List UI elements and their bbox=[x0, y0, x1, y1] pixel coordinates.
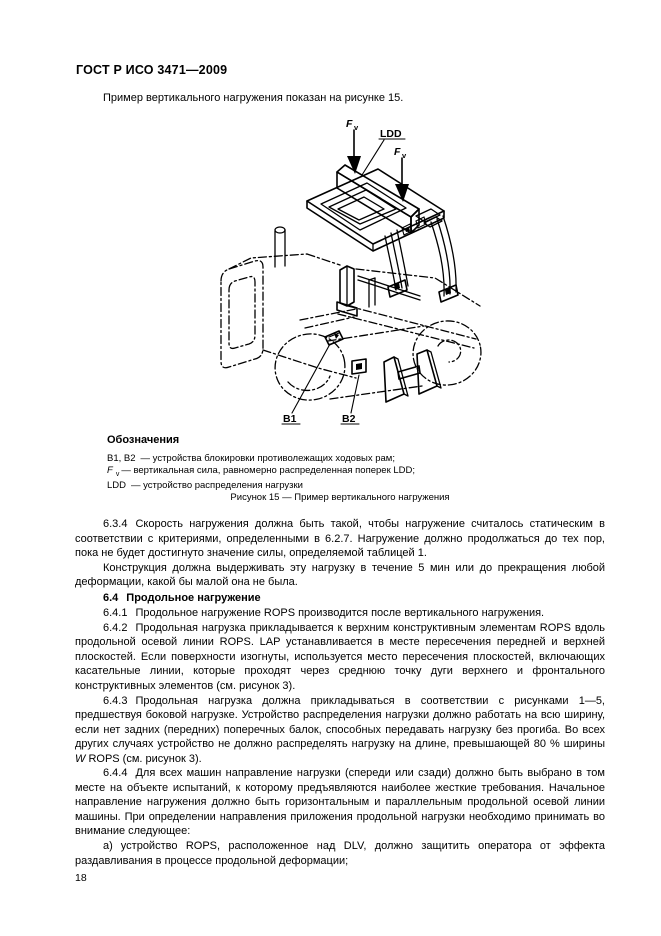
clause-heading-text: Продольное нагружение bbox=[126, 591, 261, 604]
clause-number: 6.4.4 bbox=[103, 767, 128, 780]
clause-text: Конструкция должна выдерживать эту нагрузку в течение 5 мин или до прекращения любой деформации, какой бы малой она не была. bbox=[75, 561, 605, 589]
list-item-a bbox=[75, 839, 605, 868]
rops-front-posts bbox=[337, 266, 420, 316]
clause-text: Для всех машин направление нагрузки (спереди или сзади) должно быть выбрано в том месте на объекте испытаний, к которому предъявляются наиболее жесткие требования. Начальное направление нагружения должно быть горизонтальным и параллельным продольной осевой линии машины. При определении направления приложения продольной нагрузки необходимо принимать во внимание следующее: bbox=[75, 767, 605, 838]
legend-term-subscript: v bbox=[115, 470, 120, 478]
width-symbol: W bbox=[75, 752, 86, 765]
clause-6-4-1 bbox=[75, 606, 605, 621]
clause-6-4-3 bbox=[75, 694, 605, 767]
intro-paragraph: Пример вертикального нагружения показан на рисунке 15. bbox=[103, 92, 404, 104]
ldd-label: LDD bbox=[380, 128, 402, 140]
crawler-tracks bbox=[269, 316, 486, 407]
body-text bbox=[75, 517, 605, 868]
clause-6-3-4 bbox=[75, 517, 605, 561]
fv-label-left: F bbox=[346, 118, 353, 130]
rops-platform bbox=[307, 169, 444, 251]
legend-term: B1, B2 bbox=[107, 453, 136, 464]
clause-text: ROPS (см. рисунок 3). bbox=[85, 752, 202, 765]
legend-definition: — устройство распределения нагрузки bbox=[131, 480, 303, 492]
figure-caption: Рисунок 15 — Пример вертикального нагружения bbox=[230, 492, 450, 503]
figure-15 bbox=[188, 110, 518, 440]
page-number: 18 bbox=[75, 872, 87, 884]
tractor-body bbox=[221, 254, 480, 378]
legend-item-fv bbox=[107, 465, 587, 480]
figure-15-drawing bbox=[188, 110, 518, 440]
legend-item-ldd bbox=[107, 480, 587, 492]
list-item-text: устройство ROPS, расположенное над DLV, должно защитить оператора от эффекта раздавливания в процессе продольной деформации; bbox=[75, 840, 605, 867]
clause-6-4-4 bbox=[75, 766, 605, 839]
clause-number: 6.3.4 bbox=[103, 518, 128, 530]
legend-item-b1-b2 bbox=[107, 453, 587, 465]
clause-text: Продольная нагрузка должна прикладываться в соответствии с рисунками 1—5, предшествуя боковой нагрузке. Устройство распределения нагрузки должно работать на всю ширину, если нет задних (передних) поперечных балок, способных передавать нагрузку без прогиба. Во всех других случаях устройство не должно распределять нагрузку на длине, превышающей 80 % ширины bbox=[75, 694, 605, 751]
clause-6-3-4-continuation bbox=[75, 561, 605, 590]
figure-legend bbox=[107, 434, 587, 492]
clause-6-4-heading bbox=[75, 591, 605, 606]
legend-term: F bbox=[107, 464, 113, 476]
fv-label-right: F bbox=[394, 146, 401, 158]
b2-leader-line bbox=[351, 375, 359, 413]
exhaust-pipe bbox=[275, 227, 285, 267]
b1-leader-line bbox=[292, 344, 330, 413]
legend-title: Обозначения bbox=[107, 434, 180, 446]
legend-definition: — устройства блокировки противолежащих ходовых рам; bbox=[140, 453, 395, 464]
blocking-device-b2 bbox=[352, 359, 366, 374]
clause-text: Продольное нагружение ROPS производится после вертикального нагружения. bbox=[135, 607, 545, 620]
support-stands bbox=[384, 350, 441, 402]
clause-6-4-2 bbox=[75, 621, 605, 694]
fv-label-right-sub: v bbox=[402, 151, 407, 160]
blocking-device-b1 bbox=[325, 331, 343, 345]
b1-label: B1 bbox=[283, 413, 297, 425]
b2-label: B2 bbox=[342, 413, 356, 425]
fv-label-left-sub: v bbox=[354, 123, 359, 132]
clause-number: 6.4.1 bbox=[103, 607, 128, 620]
clause-text: Продольная нагрузка прикладывается к верхним конструктивным элементам ROPS вдоль продольной осевой линии ROPS. LAP устанавливается в месте пересечения передней и верхней плоскостей. Если поверхности изогнуты, используется место пересечения плоскостей, включающих касательные линии, которые проходят через среднюю точку дуги верхнего и фронтального конструктивных элементов (см. рисунок 3). bbox=[75, 621, 605, 693]
ldd-leader-line bbox=[362, 140, 384, 175]
clause-number: 6.4.3 bbox=[103, 694, 128, 707]
legend-definition: — вертикальная сила, равномерно распределенная поперек LDD; bbox=[121, 464, 416, 476]
clause-number: 6.4 bbox=[103, 591, 119, 604]
clause-number: 6.4.2 bbox=[103, 621, 128, 634]
legend-term: LDD bbox=[107, 480, 127, 492]
standard-designation: ГОСТ Р ИСО 3471—2009 bbox=[76, 63, 228, 77]
clause-text: Скорость нагружения должна быть такой, чтобы нагружение считалось статическим в соответствии с критериями, определенными в 6.2.7. Нагружение должно продолжаться до тех пор, пока не будет достигнуто значение силы, определяемой таблицей 1. bbox=[75, 518, 605, 560]
list-item-marker: а) bbox=[103, 840, 113, 853]
